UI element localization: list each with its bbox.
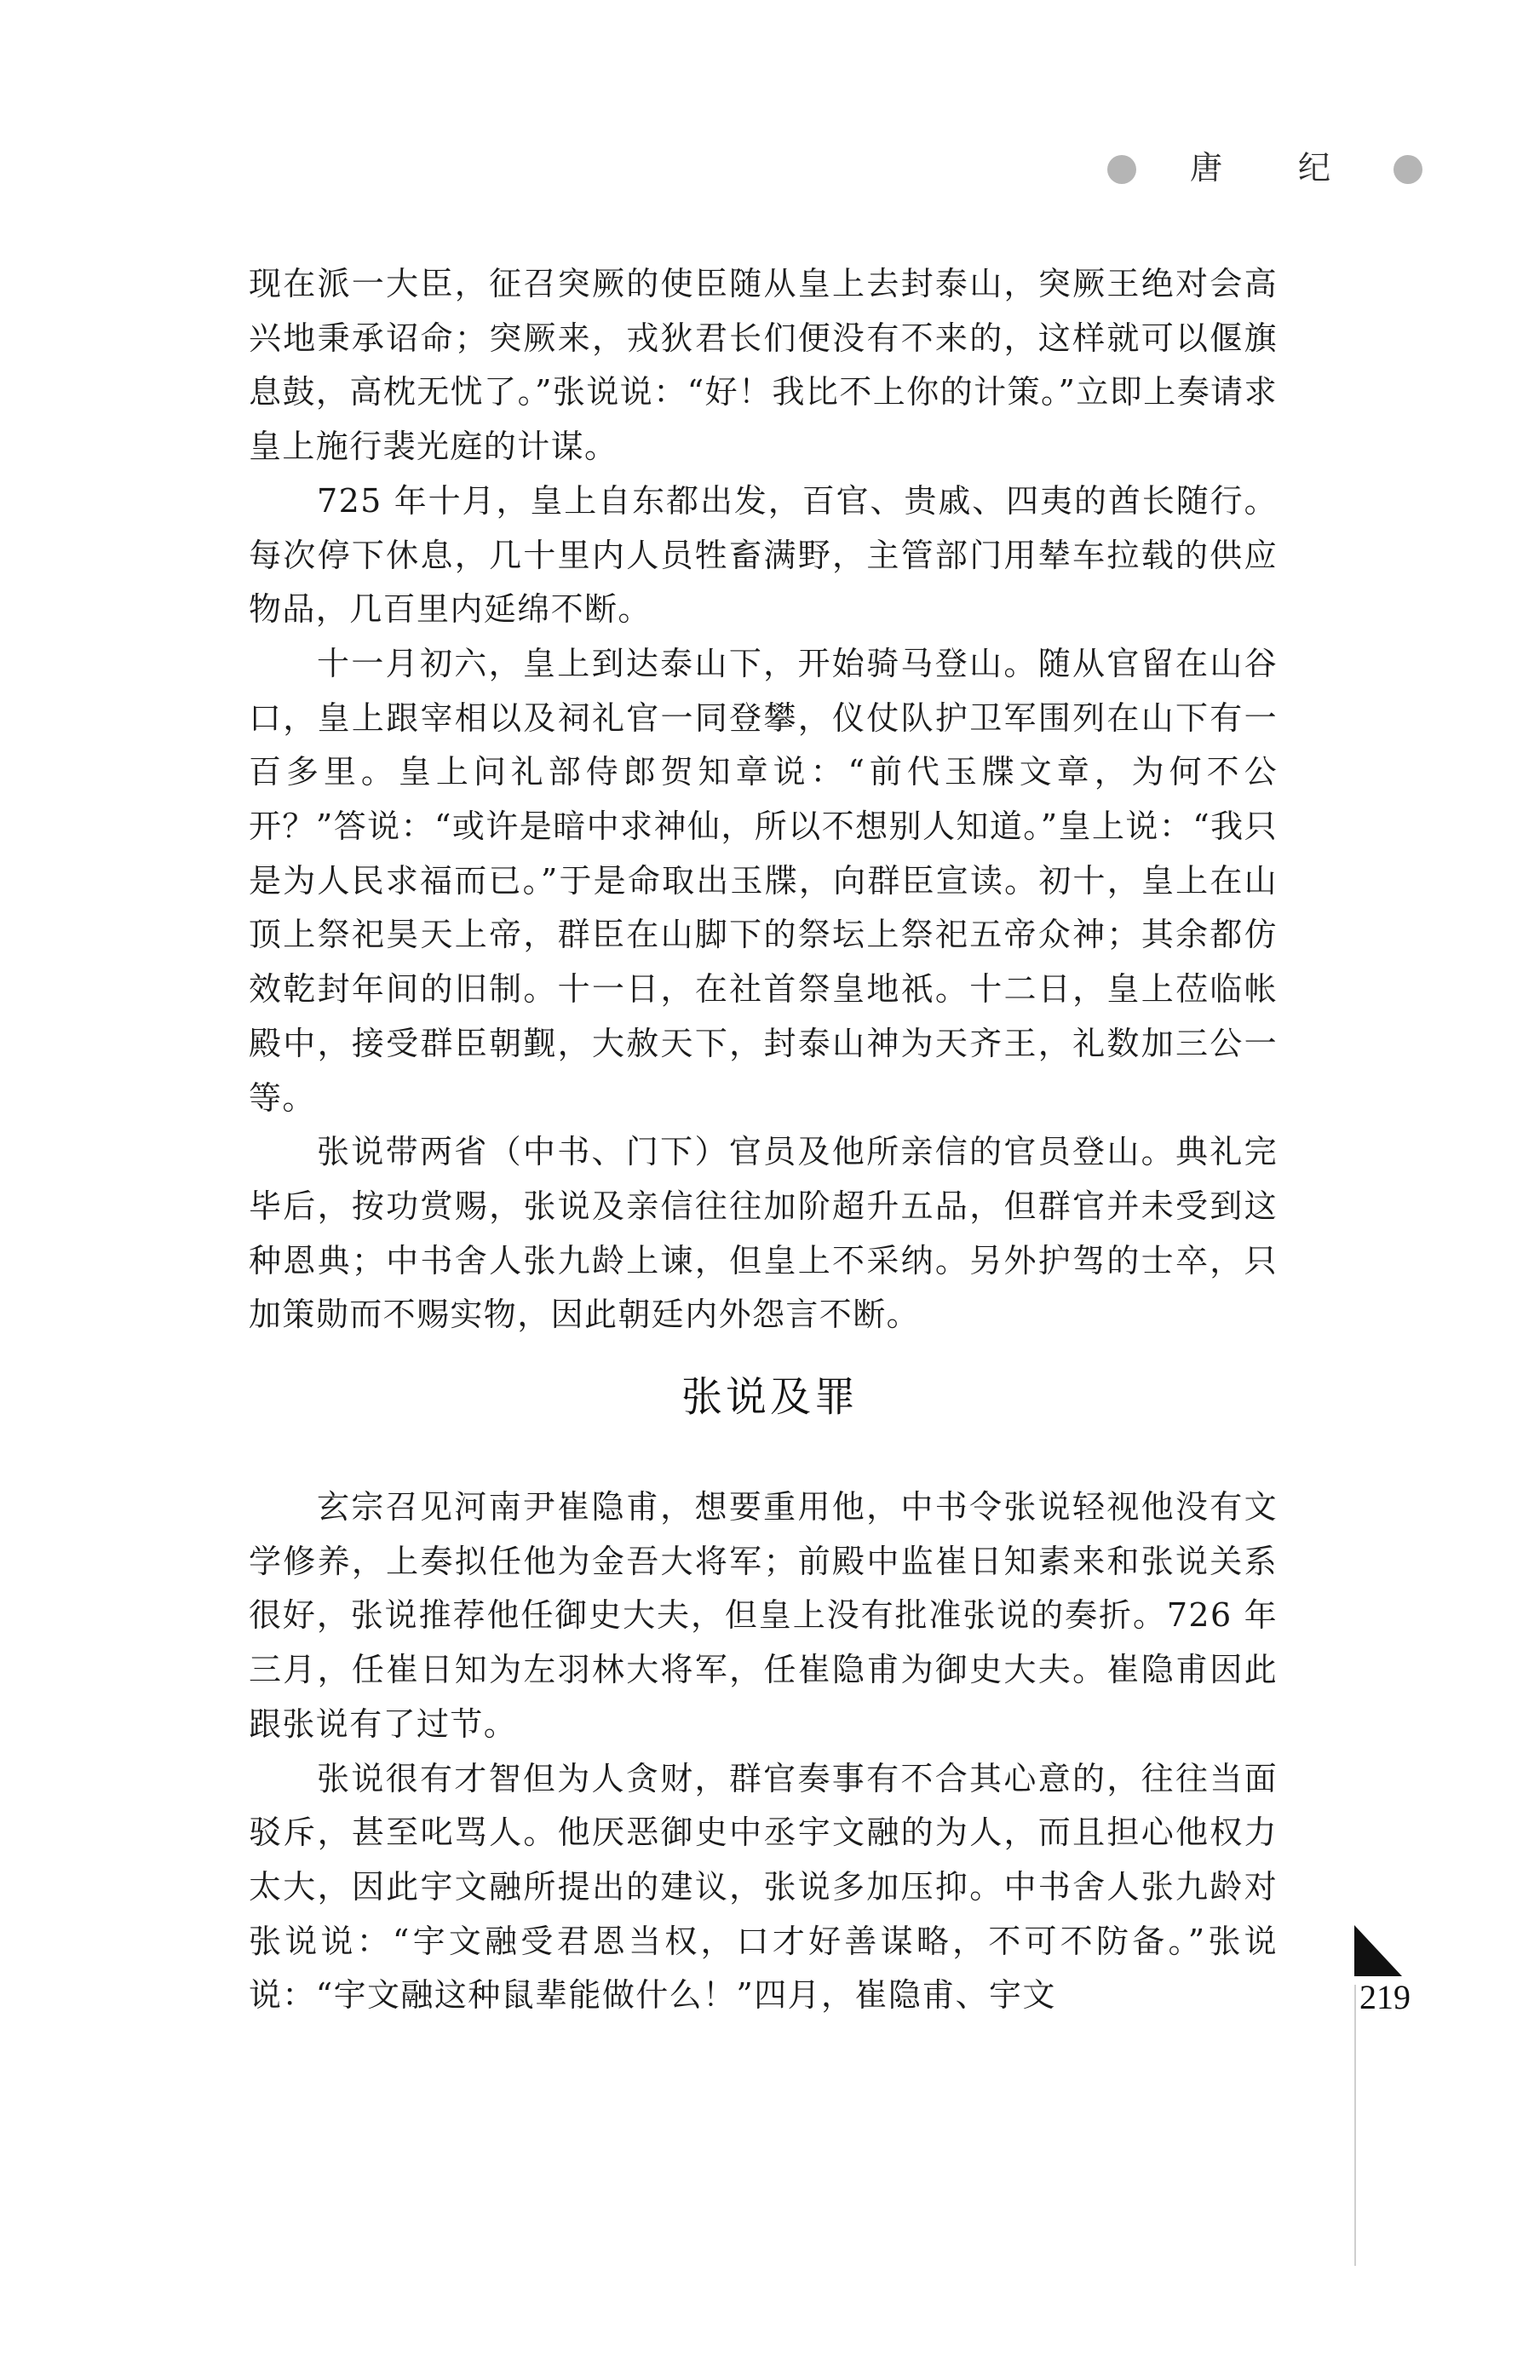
page-corner-marker — [1354, 1925, 1402, 1976]
page-number: 219 — [1359, 1978, 1411, 2016]
paragraph: 张说带两省（中书、门下）官员及他所亲信的官员登山。典礼完毕后，按功赏赐，张说及亲信往往加阶超升五品，但群官并未受到这种恩典；中书舍人张九龄上谏，但皇上不采纳。另外护驾的士卒，只加策勋而不赐实物，因此朝廷内外怨言不断。 — [249, 1133, 1278, 1334]
paragraph: 十一月初六，皇上到达泰山下，开始骑马登山。随从官留在山谷口，皇上跟宰相以及祠礼官一同登攀，仪仗队护卫军围列在山下有一百多里。皇上问礼部侍郎贺知章说：“前代玉牒文章，为何不公开？”答说：“或许是暗中求神仙，所以不想别人知道。”皇上说：“我只是为人民求福而已。”于是命取出玉牒，向群臣宣读。初十，皇上在山顶上祭祀昊天上帝，群臣在山脚下的祭坛上祭祀五帝众神；其余都仿效乾封年间的旧制。十一日，在社首祭皇地祇。十二日，皇上莅临帐殿中，接受群臣朝觐，大赦天下，封泰山神为天齐王，礼数加三公一等。 — [249, 644, 1278, 1117]
running-header — [1107, 143, 1422, 194]
running-header-char-2: 纪 — [1298, 149, 1331, 187]
running-header-char-1: 唐 — [1190, 149, 1223, 187]
section-title: 张说及罪 — [681, 1373, 859, 1421]
paragraph: 现在派一大臣，征召突厥的使臣随从皇上去封泰山，突厥王绝对会高兴地秉承诏命；突厥来，戎狄君长们便没有不来的，这样就可以偃旗息鼓，高枕无忧了。”张说说：“好！我比不上你的计策。”立即上奏请求皇上施行裴光庭的计谋。 — [249, 265, 1278, 466]
margin-rule — [1354, 1985, 1356, 2266]
header-dot-right — [1393, 155, 1422, 184]
body-text-before-section — [249, 257, 1278, 1342]
body-text-after-section — [249, 1480, 1278, 2023]
paragraph: 玄宗召见河南尹崔隐甫，想要重用他，中书令张说轻视他没有文学修养，上奏拟任他为金吾大将军；前殿中监崔日知素来和张说关系很好，张说推荐他任御史大夫，但皇上没有批准张说的奏折。726 年三月，任崔日知为左羽林大将军，任崔隐甫为御史大夫。崔隐甫因此跟张说有了过节。 — [249, 1488, 1278, 1743]
header-dot-left — [1107, 155, 1136, 184]
paragraph: 725 年十月，皇上自东都出发，百官、贵戚、四夷的酋长随行。每次停下休息，几十里内人员牲畜满野，主管部门用辇车拉载的供应物品，几百里内延绵不断。 — [249, 481, 1278, 629]
paragraph: 张说很有才智但为人贪财，群官奏事有不合其心意的，往往当面驳斥，甚至叱骂人。他厌恶御史中丞宇文融的为人，而且担心他权力太大，因此宇文融所提出的建议，张说多加压抑。中书舍人张九龄对张说说：“宇文融受君恩当权，口才好善谋略，不可不防备。”张说说：“宇文融这种鼠辈能做什么！”四月，崔隐甫、宇文 — [249, 1759, 1278, 2015]
